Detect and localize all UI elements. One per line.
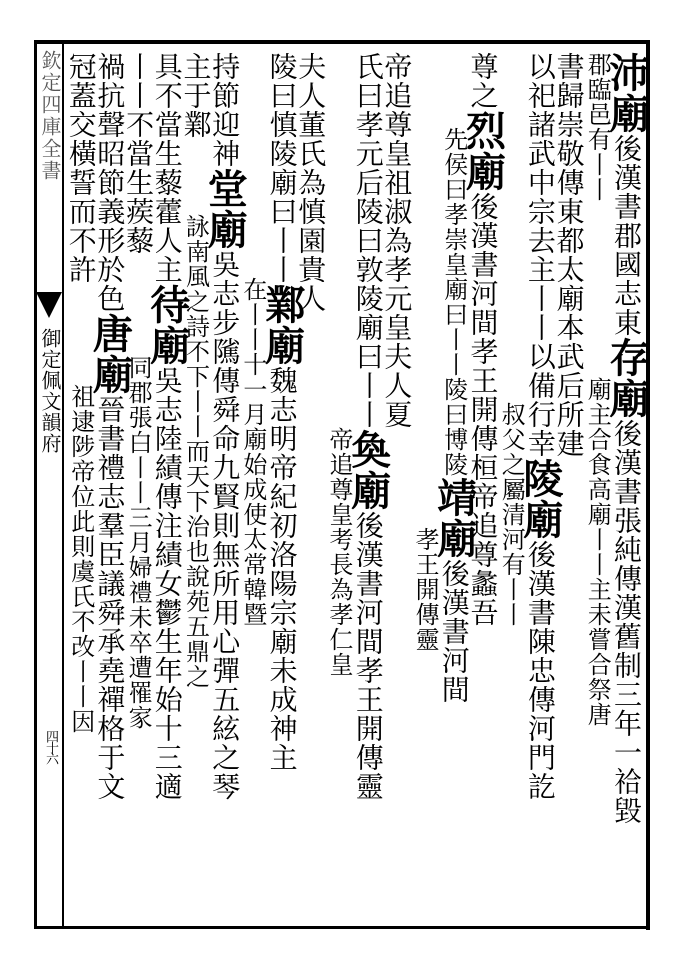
entry-text: 後漢書河間 [437, 559, 471, 704]
entry-heading: 沛廟 [602, 52, 650, 134]
entry-text: 吳志陸績傳注績女鬱生年始十三適 [150, 366, 184, 801]
entry-text: 郡臨邑有丨丨 [583, 52, 612, 202]
entry-text: 在丨丨十一月廟始成使太常韓暨 [238, 277, 267, 627]
text-column [201, 52, 249, 920]
entry-text [583, 202, 611, 377]
entry-text [440, 52, 468, 127]
entry-text: 魏志明帝紀初洛陽宗廟未成神主 [265, 366, 299, 772]
entry-text: 持節迎神 [208, 52, 242, 168]
entry-heading: 鄴廟 [258, 284, 306, 366]
entry-text: 丨丨不當生蒺藜 [122, 52, 156, 255]
entry-text: 晉書禮志羣臣議舜承堯禪格于文 [93, 395, 127, 801]
text-column [324, 52, 353, 920]
entry-text: 帝追尊皇祖淑為孝元皇夫人夏 [380, 52, 414, 429]
page-frame-bottom [34, 926, 650, 929]
entry-text: 冠蓋交橫誓而不許 [64, 52, 98, 284]
entry-text: 後漢書河間孝王開傳靈 [351, 511, 385, 801]
entry-text: 氏曰孝元后陵曰敦陵廟曰丨丨 [351, 52, 385, 429]
gutter-book-title: 御定佩文韻府 [38, 328, 62, 454]
entry-text: 叔父之屬清河有丨丨 [497, 402, 526, 627]
text-column [122, 52, 156, 920]
entry-text: 後漢書河間孝王開傳桓帝追尊蠡吾 [466, 192, 500, 627]
gutter-page-number: 四十六 [43, 730, 58, 763]
gutter-title-top: 欽定四庫全書 [38, 50, 62, 182]
text-column [516, 52, 564, 920]
fishtail-mark [36, 292, 62, 318]
entry-text: 尊之 [466, 52, 500, 110]
entry-heading: 待廟 [143, 284, 191, 366]
text-column [143, 52, 191, 920]
entry-heading: 靖廟 [430, 477, 478, 559]
entry-heading: 唐廟 [86, 313, 134, 395]
text-column [179, 52, 213, 920]
entry-heading: 奐廟 [344, 429, 392, 511]
entry-text: 詠南風之詩不下丨丨而天下治也說苑五鼎之 [181, 214, 210, 689]
entry-heading: 烈廟 [459, 110, 507, 192]
entry-text [181, 139, 209, 214]
text-column [258, 52, 306, 920]
text-column [410, 52, 439, 920]
entry-text [67, 284, 95, 384]
entry-text: 夫人董氏為慎園貴人 [294, 52, 328, 313]
text-column [430, 52, 478, 920]
text-column [602, 52, 650, 920]
entry-text: 主于鄴 [179, 52, 213, 139]
entry-text: 孝王開傳靈 [411, 527, 440, 652]
entry-text: 陵曰慎陵廟曰丨丨 [265, 52, 299, 284]
gutter-rule [62, 40, 64, 929]
entry-text: 吳志步隲傳舜命九賢則無所用心彈五絃之琴 [208, 250, 242, 801]
entry-heading: 存廟 [602, 337, 650, 419]
page-frame-top [34, 40, 650, 44]
entry-text [411, 52, 439, 527]
text-column [583, 52, 612, 920]
entry-text [497, 52, 525, 402]
entry-text: 後漢書張純傳漢舊制三年一祫毀 [609, 419, 643, 825]
entry-text: 具不當生藜藿人主 [150, 52, 184, 284]
entry-text [325, 52, 353, 427]
entry-text: 禍抗聲昭節義形於色 [93, 52, 127, 313]
entry-text: 祖逮陟帝位此則虞氏不改丨丨因 [66, 384, 95, 734]
text-column [344, 52, 392, 920]
entry-text: 後漢書郡國志東 [609, 134, 643, 337]
page-frame-right [646, 40, 650, 930]
text-column [86, 52, 134, 920]
entry-text: 同郡張白丨丨三月婦禮未卒遭罹家 [124, 355, 153, 730]
entry-text: 後漢書陳忠傳河門訖 [523, 540, 557, 801]
entry-text: 廟主合食高廟丨丨主未嘗合祭唐 [583, 377, 612, 727]
entry-text: 書歸崇敬傳東都太廟本武后所建 [552, 52, 586, 458]
entry-heading: 陵廟 [516, 458, 564, 540]
text-column [294, 52, 328, 920]
entry-text: 先侯曰孝崇皇廟曰丨丨陵曰博陵 [439, 127, 468, 477]
entry-text: 帝追尊皇考長為孝仁皇 [324, 427, 353, 677]
text-column [64, 52, 98, 920]
page-frame-left [34, 40, 37, 929]
entry-text: 以祀諸武中宗去主丨丨以備行幸 [523, 52, 557, 458]
entry-heading: 堂廟 [201, 168, 249, 250]
